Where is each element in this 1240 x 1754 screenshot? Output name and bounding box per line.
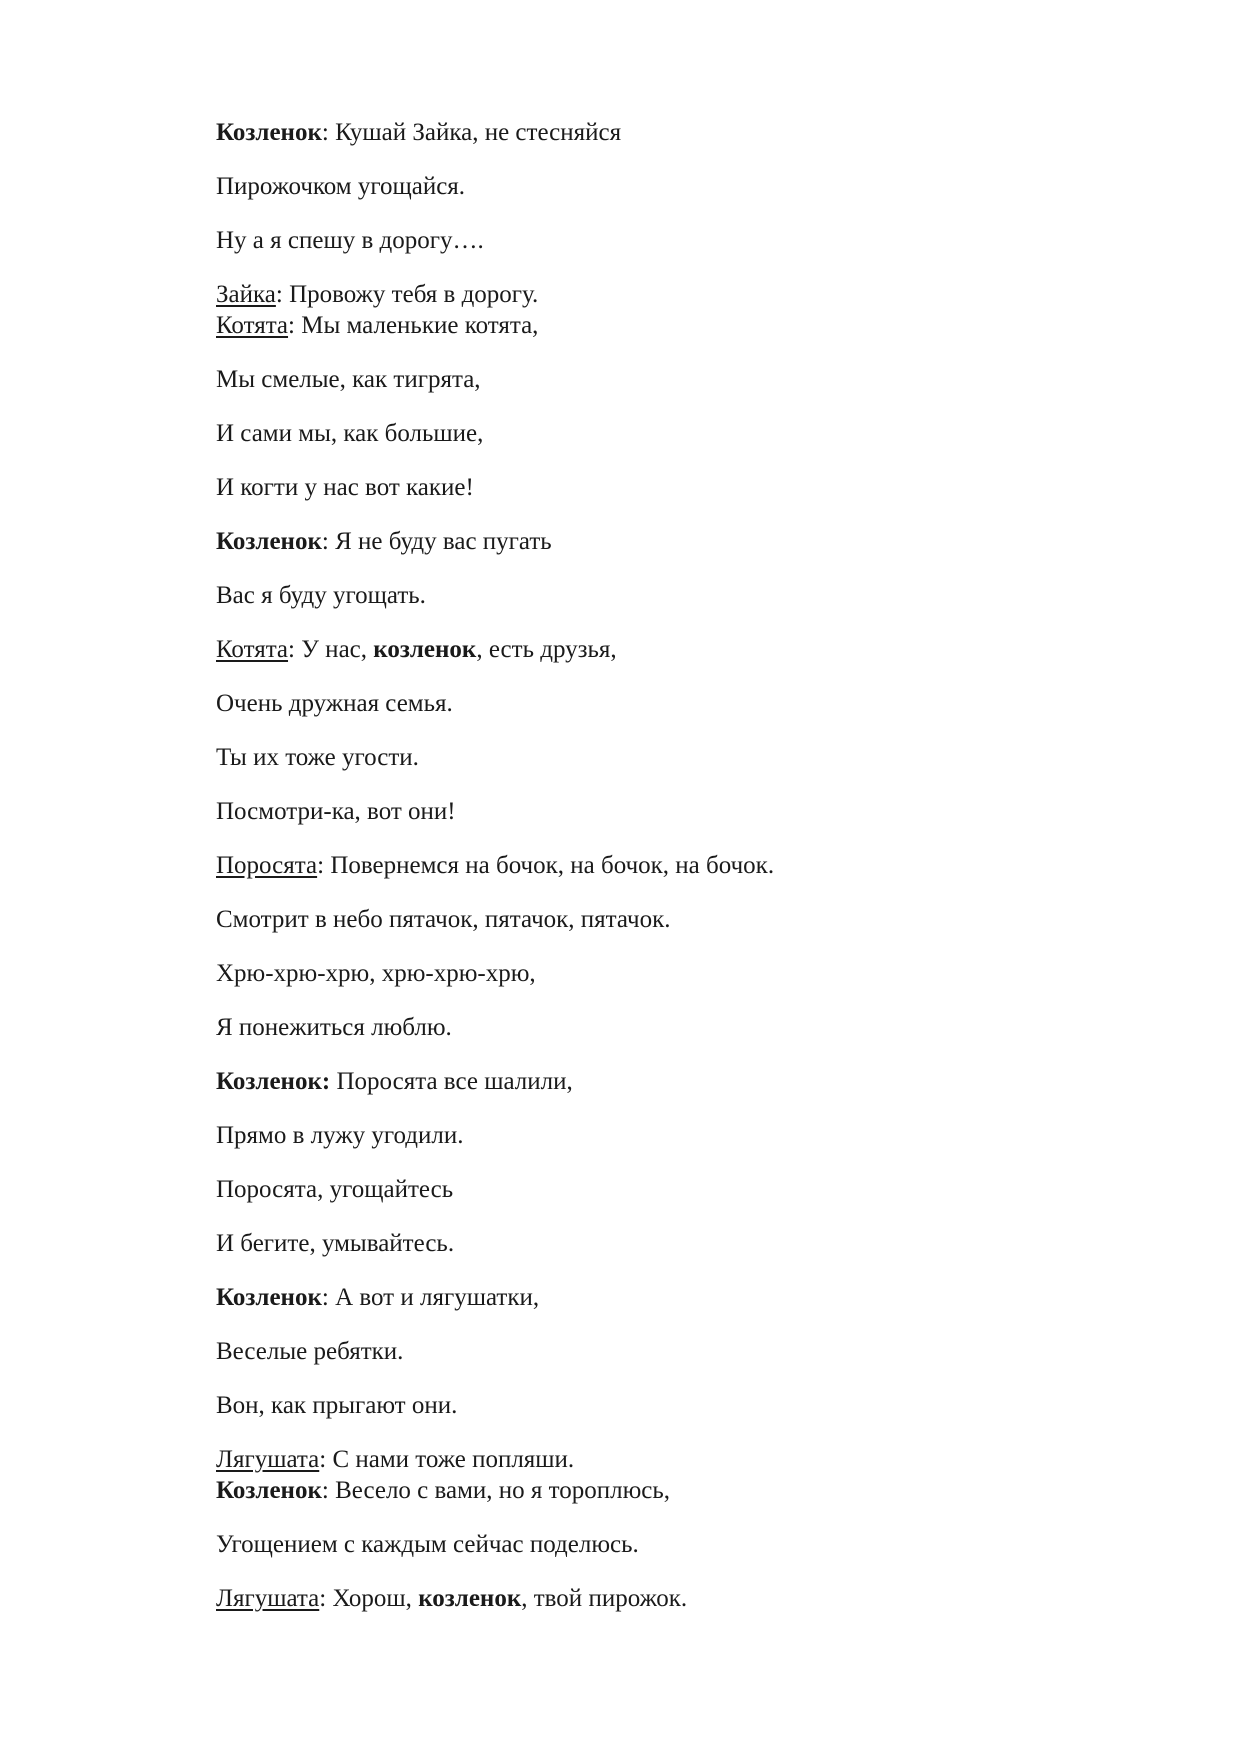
line-text-after: , есть друзья, [476,636,617,663]
script-line-20 [216,1120,1116,1151]
speaker-name: Зайка [216,281,276,308]
script-line-19 [216,1066,1116,1097]
script-line-28 [216,1529,1116,1560]
line-text-bold: козленок [373,636,477,663]
script-line-13 [216,742,1116,773]
script-line-2 [216,171,1116,202]
line-text-before: У нас, [301,636,374,663]
speaker-name: Котята [216,636,289,663]
speaker-separator: : [275,281,290,308]
script-text [216,117,1116,1637]
script-line-27 [216,1475,1116,1506]
speaker-separator: : [321,528,336,555]
line-text: Поросята, угощайтесь [216,1176,454,1203]
script-line-16 [216,904,1116,935]
line-text: Ну а я спешу в дорогу…. [216,227,484,254]
script-line-18 [216,1012,1116,1043]
speaker-separator: : [321,1284,336,1311]
speaker-separator: : [288,636,302,663]
speaker-name: Козленок [216,1477,322,1504]
script-line-4 [216,279,1116,310]
line-text: Пирожочком угощайся. [216,173,466,200]
speaker-separator: : [319,1446,333,1473]
script-line-21 [216,1174,1116,1205]
line-text: Угощением с каждым сейчас поделюсь. [216,1531,639,1558]
line-text-bold: козленок [418,1585,522,1612]
line-text: Кушай Зайка, не стесняйся [335,119,622,146]
line-text: Посмотри-ка, вот они! [216,798,456,825]
speaker-separator: : [321,119,336,146]
line-text: Я не буду вас пугать [335,528,552,555]
speaker-name: Козленок: [216,1068,331,1095]
line-text-after: , твой пирожок. [521,1585,688,1612]
script-line-7 [216,418,1116,449]
speaker-separator: : [319,1585,333,1612]
line-text: И сами мы, как большие, [216,420,484,447]
line-text: Мы смелые, как тигрята, [216,366,481,393]
line-text: Поросята все шалили, [336,1068,573,1095]
script-line-22 [216,1228,1116,1259]
script-line-29 [216,1583,1116,1614]
script-line-17 [216,958,1116,989]
line-text: Смотрит в небо пятачок, пятачок, пятачок. [216,906,671,933]
script-line-1 [216,117,1116,148]
line-text: Провожу тебя в дорогу. [289,281,539,308]
line-text: Повернемся на бочок, на бочок, на бочок. [330,852,775,879]
script-line-25 [216,1390,1116,1421]
line-text: И когти у нас вот какие! [216,474,474,501]
script-line-8 [216,472,1116,503]
speaker-separator: : [317,852,331,879]
speaker-name: Поросята [216,852,318,879]
script-line-23 [216,1282,1116,1313]
script-line-3 [216,225,1116,256]
line-text: Прямо в лужу угодили. [216,1122,464,1149]
line-text: Мы маленькие котята, [301,312,539,339]
line-text: Вон, как прыгают они. [216,1392,458,1419]
speaker-name: Лягушата [216,1585,320,1612]
speaker-name: Лягушата [216,1446,320,1473]
speaker-name: Козленок [216,1284,322,1311]
speaker-name: Котята [216,312,289,339]
script-line-26 [216,1444,1116,1475]
speaker-name: Козленок [216,119,322,146]
speaker-separator: : [288,312,302,339]
line-text: Хрю-хрю-хрю, хрю-хрю-хрю, [216,960,536,987]
line-text: Очень дружная семья. [216,690,453,717]
speaker-separator: : [321,1477,336,1504]
script-line-15 [216,850,1116,881]
script-line-11 [216,634,1116,665]
script-line-9 [216,526,1116,557]
script-line-6 [216,364,1116,395]
script-line-14 [216,796,1116,827]
speaker-name: Козленок [216,528,322,555]
line-text: А вот и лягушатки, [335,1284,540,1311]
script-line-24 [216,1336,1116,1367]
line-text: Весело с вами, но я тороплюсь, [335,1477,671,1504]
script-line-12 [216,688,1116,719]
line-text-before: Хорош, [332,1585,419,1612]
line-text: И бегите, умывайтесь. [216,1230,455,1257]
line-text: С нами тоже попляши. [332,1446,575,1473]
line-text: Ты их тоже угости. [216,744,419,771]
line-text: Я понежиться люблю. [216,1014,452,1041]
script-line-5 [216,310,1116,341]
line-text: Вас я буду угощать. [216,582,426,609]
line-text: Веселые ребятки. [216,1338,404,1365]
script-line-10 [216,580,1116,611]
